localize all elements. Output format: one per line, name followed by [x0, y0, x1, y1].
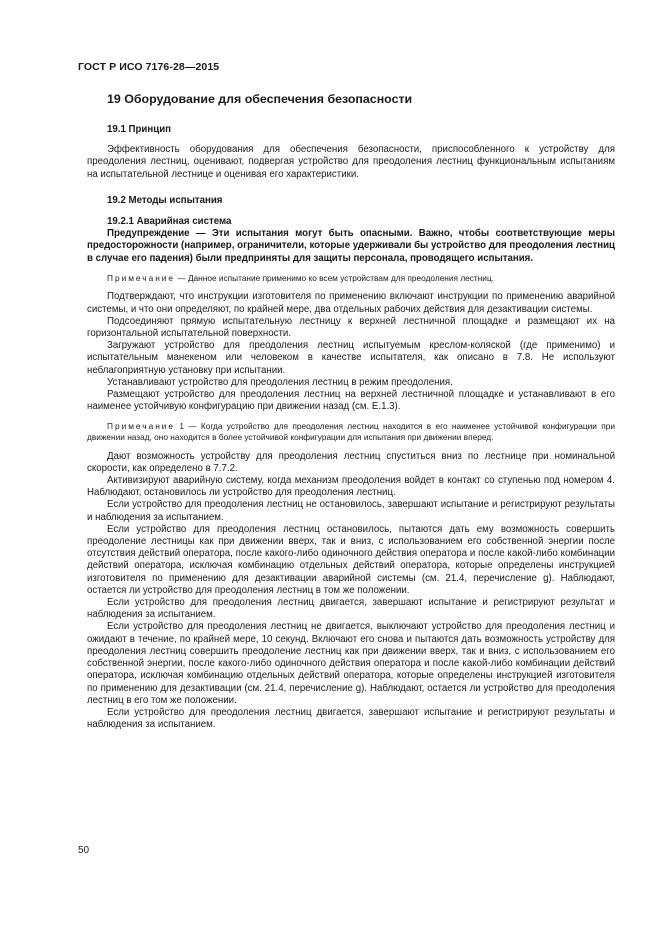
- note-text: — Данное испытание применимо ко всем устройствам для преодоления лестниц.: [175, 272, 495, 283]
- body-paragraph: Дают возможность устройству для преодоления лестниц спуститься вниз по лестнице при номинальной скорости, как определено в 7.7.2.: [87, 450, 615, 474]
- page-number: 50: [78, 845, 90, 856]
- body-paragraph: Загружают устройство для преодоления лестниц испытуемым креслом-коляской (где применимо) и испытательным манекеном или человеком в качестве испытателя, как описано в 7.8. Не используют неблагоприятную установку при испытании.: [87, 340, 615, 376]
- body-paragraph: Подтверждают, что инструкции изготовителя по применению включают инструкции по применению аварийной системы, и что они определяют, по крайней мере, два отдельных рабочих действия для дезактивации системы.: [87, 291, 615, 315]
- section-title: 19 Оборудование для обеспечения безопасности: [107, 92, 413, 106]
- document-header-code: ГОСТ Р ИСО 7176-28—2015: [78, 61, 220, 73]
- body-paragraph: Если устройство для преодоления лестниц не двигается, выключают устройство для преодоления лестниц и ожидают в течение, по крайней мере, 10 секунд. Включают его снова и пытаются дать возможность устройству для преодоления лестниц совершить преодоление лестниц как при движении вверх, так и вниз, с использованием его собственной энергии, после какого-либо одиночного действия оператора и после какой-либо комбинации действий оператора, исключая комбинацию отдельных действий оператора, которые определены инструкцией изготовителя по применению для дезактивации (см. 21.4, перечисление g). Наблюдают, остается ли устройство для преодоления лестниц в его том же положении.: [87, 621, 615, 706]
- body-paragraph: Подсоединяют прямую испытательную лестницу к верхней лестничной площадке и размещают их на горизонтальной испытательной поверхности.: [87, 315, 615, 340]
- body-paragraph: Если устройство для преодоления лестниц двигается, завершают испытание и регистрируют результаты и наблюдения за испытанием.: [87, 706, 615, 731]
- note-text: 1 — Когда устройство для преодоления лестниц находится в его наименее устойчивой конфигурации при движении назад, оно находится в более устойчивой конфигурации для испытания при движении вперед.: [87, 421, 615, 443]
- principle-paragraph: Эффективность оборудования для обеспечения безопасности, приспособленного к устройству для преодоления лестниц, оценивают, подвергая устройство для преодоления лестниц функциональным испытаниям на испытательной лестнице и оценивая его характеристики.: [87, 144, 615, 180]
- body-paragraph: Если устройство для преодоления лестниц не остановилось, завершают испытание и регистрируют результаты и наблюдения за испытанием.: [87, 499, 615, 523]
- note-label: Примечание: [107, 421, 176, 432]
- body-paragraph: Активизируют аварийную систему, когда механизм преодоления войдет в контакт со ступенью под номером 4. Наблюдают, остановилось ли устройство для преодоления лестниц.: [87, 475, 615, 499]
- note-1: [87, 273, 615, 284]
- subsection-heading-principle: 19.1 Принцип: [107, 124, 171, 135]
- body-paragraph: Если устройство для преодоления лестниц двигается, завершают испытание и регистрируют результат и наблюдения за испытанием.: [87, 597, 615, 621]
- subsection-heading-test-methods: 19.2 Методы испытания: [107, 194, 223, 206]
- note-2: [87, 421, 615, 442]
- note-label: Примечание: [107, 272, 176, 283]
- body-paragraph: Размещают устройство для преодоления лестниц на верхней лестничной площадке и устанавливают в его наименее устойчивую конфигурацию при движении назад (см. Е.1.3).: [87, 389, 615, 413]
- subsubsection-heading-emergency-system: 19.2.1 Аварийная система: [107, 216, 232, 228]
- warning-paragraph: Предупреждение — Эти испытания могут быть опасными. Важно, чтобы соответствующие меры предосторожности (например, ограничители, которые удерживали бы устройство для преодоления лестниц в случае его падения) были предприняты для защиты персонала, проводящего испытания.: [87, 228, 615, 264]
- body-paragraph: Если устройство для преодоления лестниц остановилось, пытаются дать ему возможность совершить преодоление лестницы как при движении вверх, так и вниз, с использованием его собственной энергии после отсутствия действий оператора, после какого-либо одиночного действия оператора и после какой-либо комбинации действий оператора, исключая комбинацию отдельных действий оператора, которые определены инструкцией изготовителя по применению для дезактивации аварийной системы (см. 21.4, перечисление g). Наблюдают, остается ли устройство для преодоления лестниц в том же положении.: [87, 523, 615, 596]
- body-paragraph: Устанавливают устройство для преодоления лестниц в режим преодоления.: [107, 376, 453, 388]
- document-body: [87, 92, 615, 731]
